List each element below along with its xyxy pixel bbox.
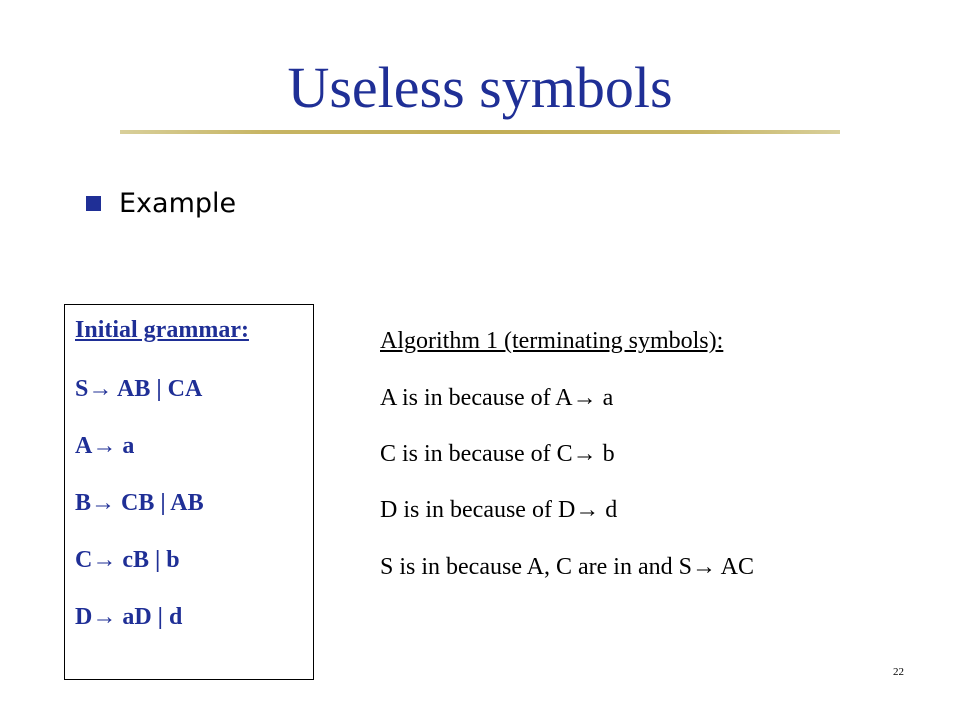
grammar-rule: C→ cB | b [75,547,180,573]
grammar-rule: D→ aD | d [75,604,183,630]
square-bullet-icon [86,196,101,211]
algorithm-line: D is in because of D→ d [380,497,618,523]
grammar-rule: B→ CB | AB [75,490,204,516]
grammar-rule: S→ AB | CA [75,376,203,402]
algorithm-line: A is in because of A→ a [380,385,614,411]
title-underline-rule [120,130,840,134]
page-number: 22 [893,666,904,678]
algorithm-line: S is in because A, C are in and S→ AC [380,554,754,580]
algorithm-line: C is in because of C→ b [380,441,615,467]
bullet-item-example [86,183,236,223]
slide-title: Useless symbols [287,55,673,120]
grammar-heading: Initial grammar: [75,317,249,343]
bullet-text: Example [119,187,237,219]
algorithm-heading: Algorithm 1 (terminating symbols): [380,328,724,354]
grammar-rule: A→ a [75,433,135,459]
grammar-box [64,304,314,680]
